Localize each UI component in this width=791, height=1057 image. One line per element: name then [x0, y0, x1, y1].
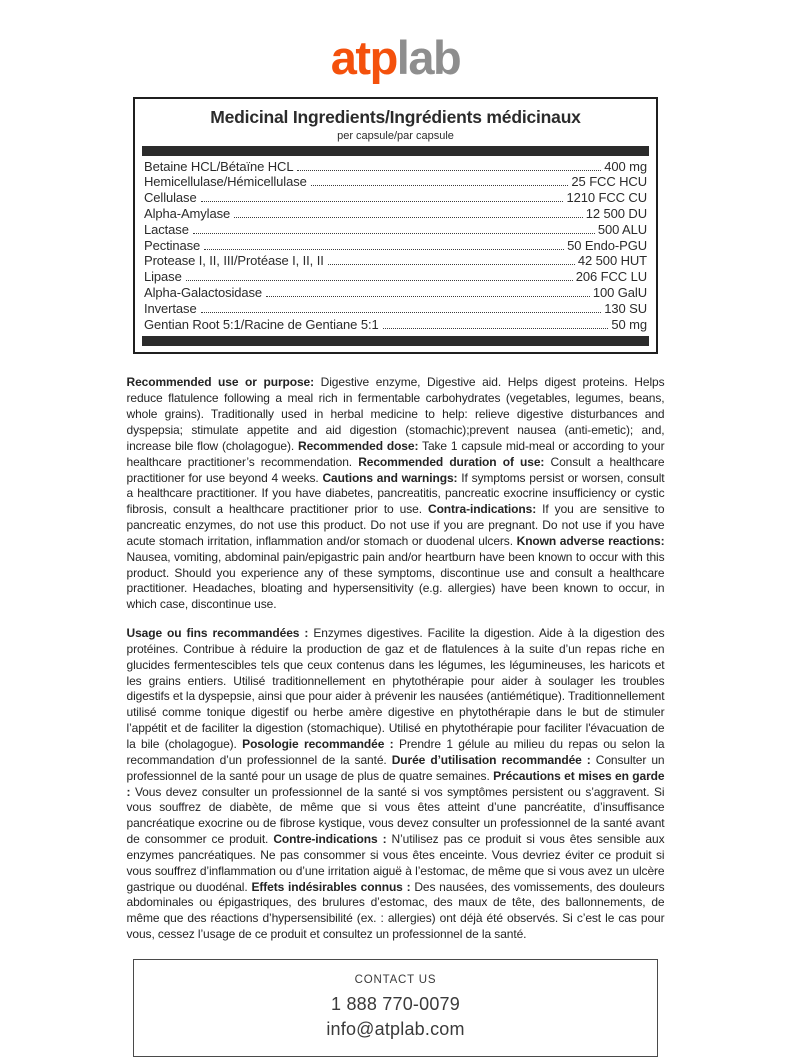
english-usage-paragraph: Recommended use or purpose: Digestive enzyme, Digestive aid. Helps digest proteins. Helps reduce flatulence following a meal rich in fermentable carbohydrates (vegetables, legumes, beans, whole grains). Traditionally used in herbal medicine to help: relieve digestive disturbances and dyspepsia; stimulate appetite and aid digestion (stomachic);prevent nausea (anti-emetic); and, increase bile flow (cholagogue). Recommended dose: Take 1 capsule mid-meal or according to your healthcare practitioner’s recommendation. Recommended duration of use: Consult a healthcare practitioner for use beyond 4 weeks. Cautions and warnings: If symptoms persist or worsen, consult a healthcare practitioner. If you have diabetes, pancreatitis, pancreatic exocrine insufficiency or cystic fibrosis, consult a healthcare practitioner prior to use. Contra-indications: If you are sensitive to pancreatic enzymes, do not use this product. Do not use if you are pregnant. Do not use if you have acute stomach irritation, inflammation and/or stomach or duodenal ulcers. Known adverse reactions: Nausea, vomiting, abdominal pain/epigastric pain and/or heartburn have been known to occur with this product. Should you experience any of these symptoms, discontinue use and consult a healthcare practitioner. Headaches, bloating and hypersensitivity (e.g. allergies) have been known to occur, in which case, discontinue use.: [126, 375, 665, 612]
ingredient-value: 400 mg: [604, 158, 647, 174]
atplab-logo: [0, 0, 791, 84]
logo-atp-text: atp: [330, 31, 397, 84]
divider-bar-bottom: [142, 336, 649, 346]
panel-subtitle: per capsule/par capsule: [337, 129, 454, 142]
ingredient-row: [144, 301, 647, 317]
dotted-leader: [234, 217, 583, 218]
ingredient-name: Gentian Root 5:1/Racine de Gentiane 5:1: [144, 316, 379, 332]
ingredient-name: Alpha-Galactosidase: [144, 285, 263, 301]
dotted-leader: [328, 264, 575, 265]
ingredient-value: 206 FCC LU: [575, 269, 647, 285]
dotted-leader: [297, 170, 601, 171]
ingredient-name: Lipase: [144, 269, 182, 285]
ingredient-name: Protease I, II, III/Protéase I, II, II: [144, 253, 324, 269]
ingredient-row: [144, 222, 647, 238]
ingredient-row: [144, 317, 647, 333]
ingredient-name: Lactase: [144, 221, 189, 237]
ingredient-row: [144, 269, 647, 285]
ingredient-row: [144, 285, 647, 301]
ingredient-value: 25 FCC HCU: [571, 174, 647, 190]
dotted-leader: [204, 249, 564, 250]
dotted-leader: [186, 280, 573, 281]
contact-box: [133, 959, 658, 1057]
ingredient-row: [144, 238, 647, 254]
ingredient-value: 50 Endo-PGU: [567, 237, 647, 253]
ingredient-row: [144, 206, 647, 222]
ingredients-list: [141, 156, 650, 335]
contact-email: info@atplab.com: [326, 1018, 465, 1039]
french-usage-paragraph: Usage ou fins recommandées : Enzymes digestives. Facilite la digestion. Aide à la digestion des protéines. Contribue à réduire la production de gaz et de flatulences à la suite d’un repas riche en glucides fermentescibles tels que ceux contenus dans les légumes, les légumineuses, les haricots et les grains entiers. Utilisé traditionnellement en phytothérapie pour aider à soulager les troubles digestifs et la dyspepsie, ainsi que pour aider à prévenir les nausées (antiémétique). Traditionnellement utilisé comme tonique digestif ou herbe amère digestive en phytothérapie dans le but de stimuler l’appétit et de faciliter la digestion (stomachique). Utilisé en phytothérapie pour faciliter l'évacuation de la bile (cholagogue). Posologie recommandée : Prendre 1 gélule au milieu du repas ou selon la recommandation d’un professionnel de la santé. Durée d’utilisation recommandée : Consulter un professionnel de la santé pour un usage de plus de quatre semaines. Précautions et mises en garde : Vous devez consulter un professionnel de la santé si vos symptômes persistent ou s’aggravent. Si vous souffrez de diabète, de même que si vous êtes atteint d’une pancréatite, d’insuffisance pancréatique exocrine ou de fibrose kystique, vous devez consulter un professionnel de la santé avant de consommer ce produit. Contre-indications : N’utilisez pas ce produit si vous êtes sensible aux enzymes pancréatiques. Ne pas consommer si vous êtes enceinte. Vous devriez éviter ce produit si vous souffrez d’inflammation ou d’une irritation aiguë à l’estomac, de même que si vous avez un ulcère gastrique ou duodénal. Effets indésirables connus : Des nausées, des vomissements, des douleurs abdominales ou épigastriques, des brulures d’estomac, des maux de tête, des ballonnements, de même que des réactions d’hypersensibilité (ex. : allergies) ont déjà été observés. Si c’est le cas pour vous, cessez l’usage de ce produit et consultez un professionnel de la santé.: [126, 626, 665, 942]
ingredient-name: Invertase: [144, 300, 197, 316]
ingredient-name: Alpha-Amylase: [144, 206, 231, 222]
ingredient-value: 100 GalU: [592, 285, 647, 301]
contact-phone: 1 888 770-0079: [331, 993, 460, 1014]
dotted-leader: [193, 233, 595, 234]
panel-title: Medicinal Ingredients/Ingrédients médicinaux: [210, 106, 581, 127]
dotted-leader: [201, 312, 602, 313]
ingredient-value: 1210 FCC CU: [566, 190, 647, 206]
ingredient-value: 130 SU: [604, 300, 647, 316]
ingredient-name: Hemicellulase/Hémicellulase: [144, 174, 307, 190]
ingredient-row: [144, 159, 647, 175]
ingredient-name: Cellulase: [144, 190, 197, 206]
dotted-leader: [383, 328, 609, 329]
ingredient-row: [144, 190, 647, 206]
ingredient-name: Pectinase: [144, 237, 201, 253]
dotted-leader: [311, 185, 569, 186]
ingredient-value: 12 500 DU: [585, 206, 647, 222]
ingredient-value: 500 ALU: [597, 221, 647, 237]
logo-lab-text: lab: [396, 31, 461, 84]
dotted-leader: [266, 296, 590, 297]
ingredient-row: [144, 253, 647, 269]
ingredient-row: [144, 174, 647, 190]
dotted-leader: [201, 201, 564, 202]
divider-bar-top: [142, 146, 649, 156]
ingredient-value: 42 500 HUT: [577, 253, 647, 269]
medicinal-ingredients-panel: [133, 97, 658, 355]
contact-title: CONTACT US: [354, 973, 437, 986]
ingredient-name: Betaine HCL/Bétaïne HCL: [144, 158, 294, 174]
ingredient-value: 50 mg: [611, 316, 647, 332]
